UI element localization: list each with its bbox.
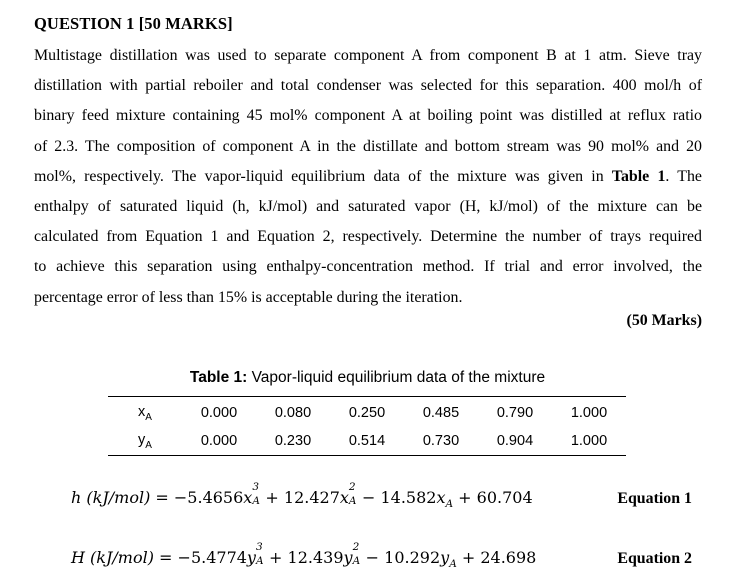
- paragraph-text: . The: [665, 167, 702, 185]
- paragraph-line: of 2.3. The composition of component A in the distillate and bottom stream was 90 mol% and 20: [34, 137, 702, 155]
- row-label: $y_A$: [138, 431, 152, 451]
- table-cell: 0.485: [422, 405, 460, 421]
- table-cell: 0.230: [274, 433, 312, 449]
- table-cell: 0.080: [274, 405, 312, 421]
- table-row: [108, 397, 626, 428]
- table-caption: [0, 369, 735, 387]
- equation-2: H (kJ/mol) = −5.4774y 3 A + 12.439y 2 A − $10.292y_A + 24.698$: [71, 541, 537, 571]
- table-cell: 1.000: [570, 405, 608, 421]
- paragraph-line: calculated from Equation 1 and Equation 2, respectively. Determine the number of trays required: [34, 228, 702, 246]
- table-cell: 0.514: [348, 433, 386, 449]
- paragraph-line: Multistage distillation was used to separate component A from component B at 1 atm. Sieve tray: [34, 47, 702, 64]
- row-label: $x_A$: [138, 403, 152, 423]
- paragraph-line: percentage error of less than 15% is acceptable during the iteration.: [34, 288, 463, 306]
- paragraph-line: enthalpy of saturated liquid (h, kJ/mol) and saturated vapor (H, kJ/mol) of the mixture can be: [34, 197, 702, 215]
- paragraph-line: binary feed mixture containing 45 mol% component A at boiling point was distilled at reflux ratio: [34, 107, 702, 125]
- table-cell: 0.730: [422, 433, 460, 449]
- paragraph-line: to achieve this separation using enthalpy-concentration method. If trial and error involved, the: [34, 258, 702, 276]
- table-row: [108, 427, 626, 456]
- equation-1: h (kJ/mol) = −5.4656x 3 A + 12.427x 2 A − $14.582x_A + 60.704$: [71, 481, 533, 511]
- paragraph-text: mol%, respectively. The vapor-liquid equilibrium data of the mixture was given in: [34, 167, 612, 185]
- paragraph-line: [34, 162, 702, 192]
- table-cell: 0.250: [348, 405, 386, 421]
- caption-bold: Table 1:: [189, 369, 248, 386]
- equation-2-label: Equation 2: [617, 550, 692, 567]
- table-reference: Table 1: [611, 167, 666, 185]
- question-paragraph: [34, 41, 702, 313]
- question-heading: QUESTION 1 [50 MARKS]: [34, 14, 233, 33]
- vle-table: [108, 396, 626, 456]
- table-cell: 0.000: [200, 405, 238, 421]
- table-cell: 0.790: [496, 405, 534, 421]
- paragraph-line: distillation with partial reboiler and total condenser was selected for this separation. 400 mol/h of: [34, 77, 702, 95]
- table-cell: 0.904: [496, 433, 534, 449]
- caption-text: Vapor-liquid equilibrium data of the mixture: [247, 369, 546, 386]
- table-cell: 1.000: [570, 433, 608, 449]
- marks-label: (50 Marks): [626, 312, 702, 329]
- table-cell: 0.000: [200, 433, 238, 449]
- equation-1-label: Equation 1: [617, 490, 692, 507]
